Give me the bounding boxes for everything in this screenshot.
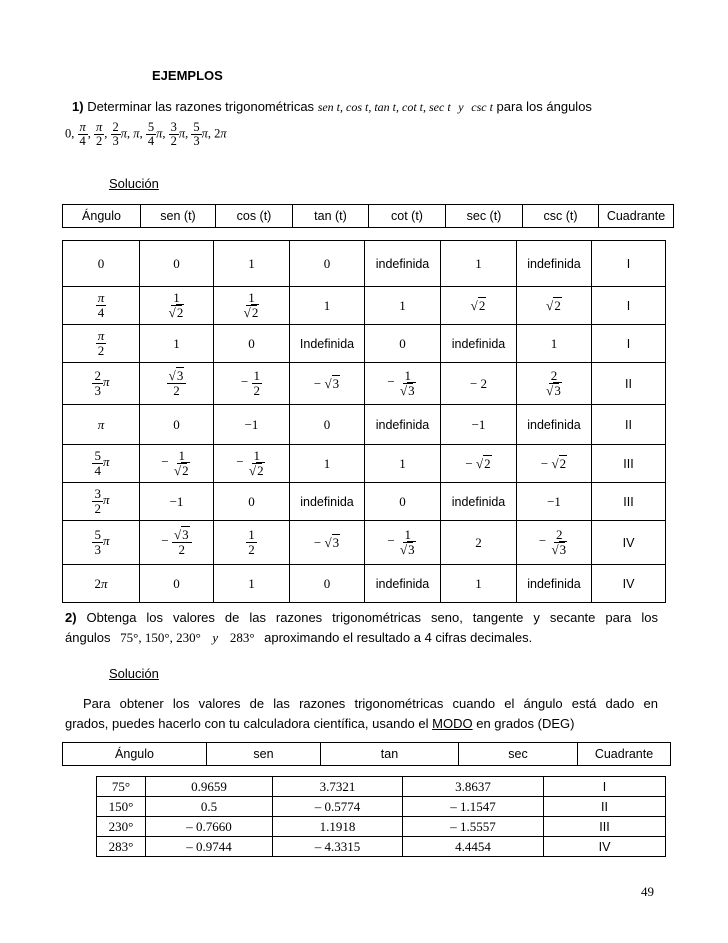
table1-header-cell: cos (t) — [216, 205, 293, 228]
solution-label-2: Solución — [109, 666, 159, 681]
sec-cell: 3.8637 — [403, 777, 544, 797]
table2-header-cell: Ángulo — [63, 743, 207, 766]
explanation-line1: Para obtener los valores de las razones trigonométricas cuando el ángulo está dado en — [83, 696, 658, 711]
quadrant: IV — [592, 521, 666, 565]
modo-word: MODO — [432, 716, 473, 731]
solution-label-1: Solución — [109, 176, 159, 191]
angle-cell: 230° — [97, 817, 146, 837]
example2-angle-283: 283° — [229, 630, 255, 645]
sec-cell: – 1.5557 — [403, 817, 544, 837]
quadrant: I — [592, 287, 666, 325]
table2-header-cell: sen — [207, 743, 321, 766]
quadrant: IV — [544, 837, 666, 857]
tan-cell: 3.7321 — [273, 777, 403, 797]
tan-cell: – 4.3315 — [273, 837, 403, 857]
angle-cell: 150° — [97, 797, 146, 817]
sen-cell: 0.5 — [146, 797, 273, 817]
quadrant: I — [544, 777, 666, 797]
example2-y: y — [212, 630, 219, 645]
example1-statement — [72, 99, 592, 115]
table2-header-cell: sec — [459, 743, 578, 766]
value-text: Indefinida — [290, 325, 365, 363]
explanation-line2 — [65, 716, 574, 731]
example1-tail: para los ángulos — [496, 99, 592, 114]
quadrant: IV — [592, 565, 666, 603]
example2-text: Obtenga los valores de las razones trigonométricas seno, tangente y secante para los — [86, 610, 658, 625]
table-row: 2π 0 1 0 indefinida 1 indefinida IV — [63, 565, 666, 603]
table1-header-cell: Cuadrante — [599, 205, 674, 228]
sec-cell: 4.4454 — [403, 837, 544, 857]
table-row: 0 0 1 0 indefinida 1 indefinida I — [63, 241, 666, 287]
quadrant: II — [544, 797, 666, 817]
quadrant: III — [592, 445, 666, 483]
table-row: π 0 −1 0 indefinida −1 indefinida II — [63, 405, 666, 445]
page-number: 49 — [641, 884, 654, 899]
value-text: indefinida — [517, 565, 592, 603]
table-row: $\frac{\pi}{4}$ $\frac{1}{√2}$ $\frac{1}{√2}$ 1 1 √2 √2 I — [63, 287, 666, 325]
example1-number: 1) — [72, 99, 84, 114]
example1-y: y — [458, 100, 464, 114]
table-row: $\frac{3}{2}$ π −1 0 indefinida 0 indefinida −1 III — [63, 483, 666, 521]
example1-csc: csc t — [471, 100, 493, 114]
table2-body — [96, 776, 666, 857]
table1-header-cell: sen (t) — [141, 205, 216, 228]
table1-header-cell: cot (t) — [369, 205, 446, 228]
quadrant: I — [592, 241, 666, 287]
tan-cell: – 0.5774 — [273, 797, 403, 817]
angle-cell: 75° — [97, 777, 146, 797]
table1-header-cell: tan (t) — [293, 205, 369, 228]
quadrant: II — [592, 363, 666, 405]
quadrant: III — [592, 483, 666, 521]
value-text: indefinida — [441, 325, 517, 363]
table-row — [97, 777, 666, 797]
example2-number: 2) — [65, 610, 77, 625]
table1-header-cell: sec (t) — [446, 205, 523, 228]
angle-cell: 283° — [97, 837, 146, 857]
sen-cell: – 0.7660 — [146, 817, 273, 837]
table1-body — [62, 240, 666, 603]
table2-header — [62, 742, 671, 766]
example2-angles: 75°, 150°, 230° — [120, 630, 201, 645]
value-text: indefinida — [517, 405, 592, 445]
value-text: indefinida — [365, 565, 441, 603]
explanation-text: grados, puedes hacerlo con tu calculadora científica, usando el — [65, 716, 429, 731]
table1-header-cell: Ángulo — [63, 205, 141, 228]
table-row: $\frac{5}{4}$ π − $\frac{1}{√2}$ − $\frac{1}{√2}$ 1 1 − √2 − √2 III — [63, 445, 666, 483]
value-text: indefinida — [517, 241, 592, 287]
table-row: $\frac{5}{3}$ π − $\frac{√3}{2}$ $\frac{1}{2}$ − √3 − $\frac{1}{√3}$ 2 − $\frac{2}{√3}$ IV — [63, 521, 666, 565]
table-row — [97, 837, 666, 857]
example2-tail: aproximando el resultado a 4 cifras decimales. — [264, 630, 533, 645]
table-row: $\frac{\pi}{2}$ 1 0 Indefinida 0 indefinida 1 I — [63, 325, 666, 363]
table2-header-cell: tan — [321, 743, 459, 766]
value-text: indefinida — [365, 241, 441, 287]
heading: EJEMPLOS — [152, 68, 223, 83]
sen-cell: 0.9659 — [146, 777, 273, 797]
tan-cell: 1.1918 — [273, 817, 403, 837]
table-row: $\frac{2}{3}$ π $\frac{√3}{2}$ − $\frac{1}{2}$ − √3 − $\frac{1}{√3}$ − 2 $\frac{2}{√3}$ II — [63, 363, 666, 405]
table-row — [97, 797, 666, 817]
quadrant: I — [592, 325, 666, 363]
value-text: indefinida — [290, 483, 365, 521]
table1-header-cell: csc (t) — [523, 205, 599, 228]
table-row — [97, 817, 666, 837]
example2-line1 — [65, 610, 658, 625]
example1-text: Determinar las razones trigonométricas — [87, 99, 315, 114]
explanation-tail: en grados (DEG) — [476, 716, 575, 731]
angle-list: 0, $\frac{\pi}{4}$ , $\frac{\pi}{2}$ , $\frac{2}{3}$ π, π, $\frac{5}{4}$ π, $\frac{3}{2}$ π, $\frac{5}{3}$ π, 2π — [65, 120, 227, 149]
quadrant: II — [592, 405, 666, 445]
table1-header — [62, 204, 674, 228]
sec-cell: – 1.1547 — [403, 797, 544, 817]
example2-angles-label: ángulos — [65, 630, 111, 645]
value-text: indefinida — [365, 405, 441, 445]
table2-header-cell: Cuadrante — [578, 743, 671, 766]
value-text: indefinida — [441, 483, 517, 521]
sen-cell: – 0.9744 — [146, 837, 273, 857]
quadrant: III — [544, 817, 666, 837]
example1-functions: sen t, cos t, tan t, cot t, sec t — [317, 100, 451, 114]
example2-line2 — [65, 630, 532, 646]
